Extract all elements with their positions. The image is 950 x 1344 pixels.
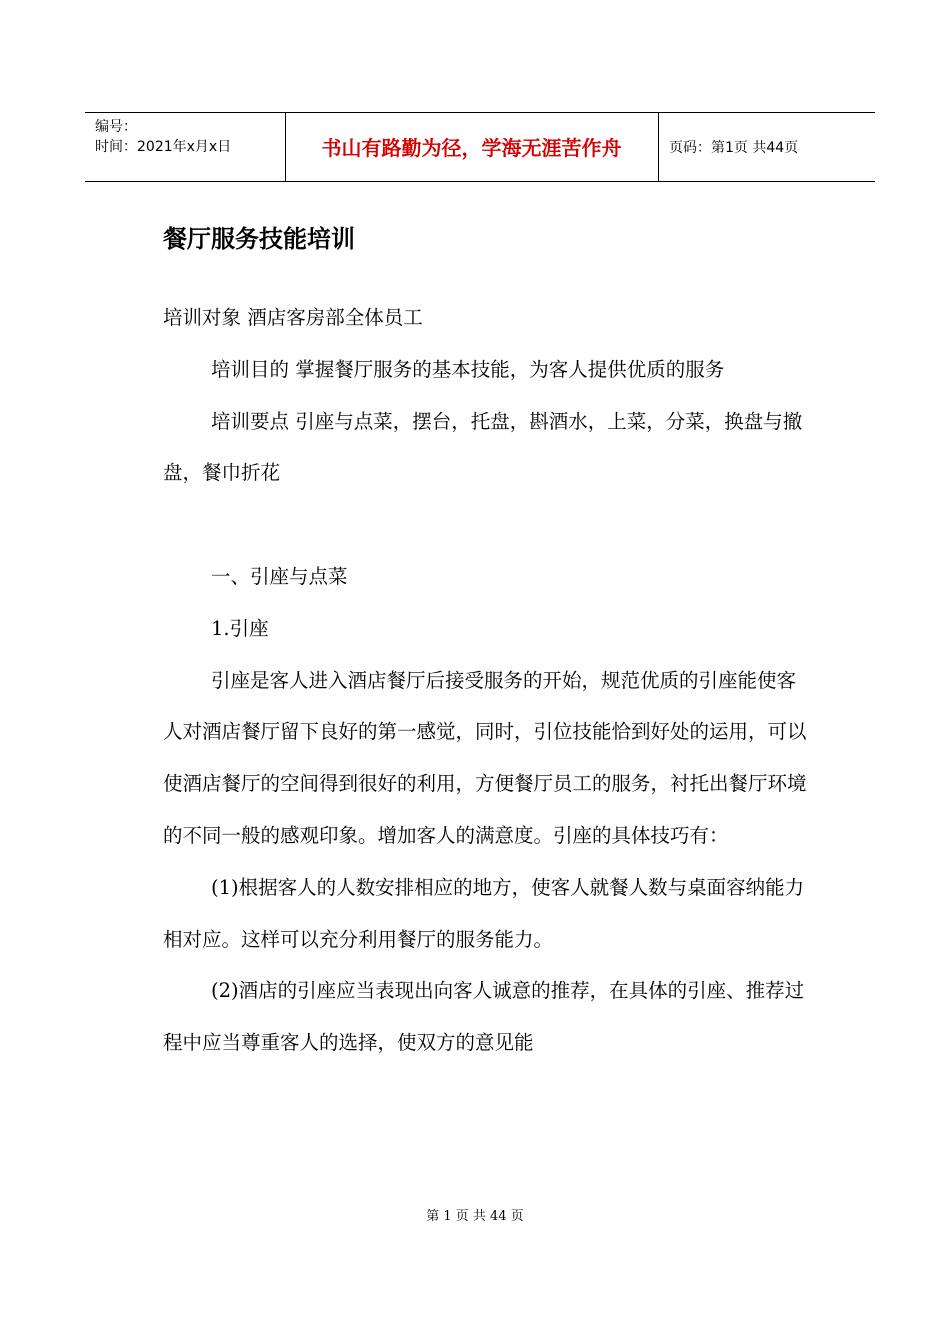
paragraph-training-points: 培训要点 引座与点菜，摆台，托盘，斟酒水，上菜，分菜，换盘与撤盘，餐巾折花 <box>163 409 803 485</box>
list-item: (1)根据客人的人数安排相应的地方，使客人就餐人数与桌面容纳能力相对应。这样可以充分利用餐厅的服务能力。 <box>163 875 805 951</box>
header-meta <box>95 117 231 157</box>
header-page-info: 页码：第1页 共44页 <box>669 140 799 156</box>
page-footer: 第 1 页 共 44 页 <box>426 1209 524 1224</box>
list-item: (2)酒店的引座应当表现出向客人诚意的推荐，在具体的引座、推荐过程中应当尊重客人的选择，使双方的意见能 <box>163 979 805 1055</box>
header-motto: 书山有路勤为径，学海无涯苦作舟 <box>321 136 622 160</box>
page-header <box>85 112 875 182</box>
paragraph-training-purpose: 培训目的 掌握餐厅服务的基本技能，为客人提供优质的服务 <box>211 357 725 381</box>
blank-line <box>163 499 813 551</box>
document-title: 餐厅服务技能培训 <box>163 225 355 253</box>
paragraph-training-target: 培训对象 酒店客房部全体员工 <box>163 306 423 329</box>
subsection-heading: 1.引座 <box>211 616 269 640</box>
section-heading: 一、引座与点菜 <box>211 564 348 588</box>
document-number-label: 编号： <box>95 119 137 135</box>
document-body <box>163 292 813 1069</box>
paragraph: 引座是客人进入酒店餐厅后接受服务的开始，规范优质的引座能使客人对酒店餐厅留下良好的第一感觉，同时，引位技能恰到好处的运用，可以使酒店餐厅的空间得到很好的利用，方便餐厅员工的服务，衬托出餐厅环境的不同一般的感观印象。增加客人的满意度。引座的具体技巧有： <box>163 668 807 847</box>
document-time-label: 时间：2021年x月x日 <box>95 139 232 155</box>
header-divider <box>658 113 659 181</box>
